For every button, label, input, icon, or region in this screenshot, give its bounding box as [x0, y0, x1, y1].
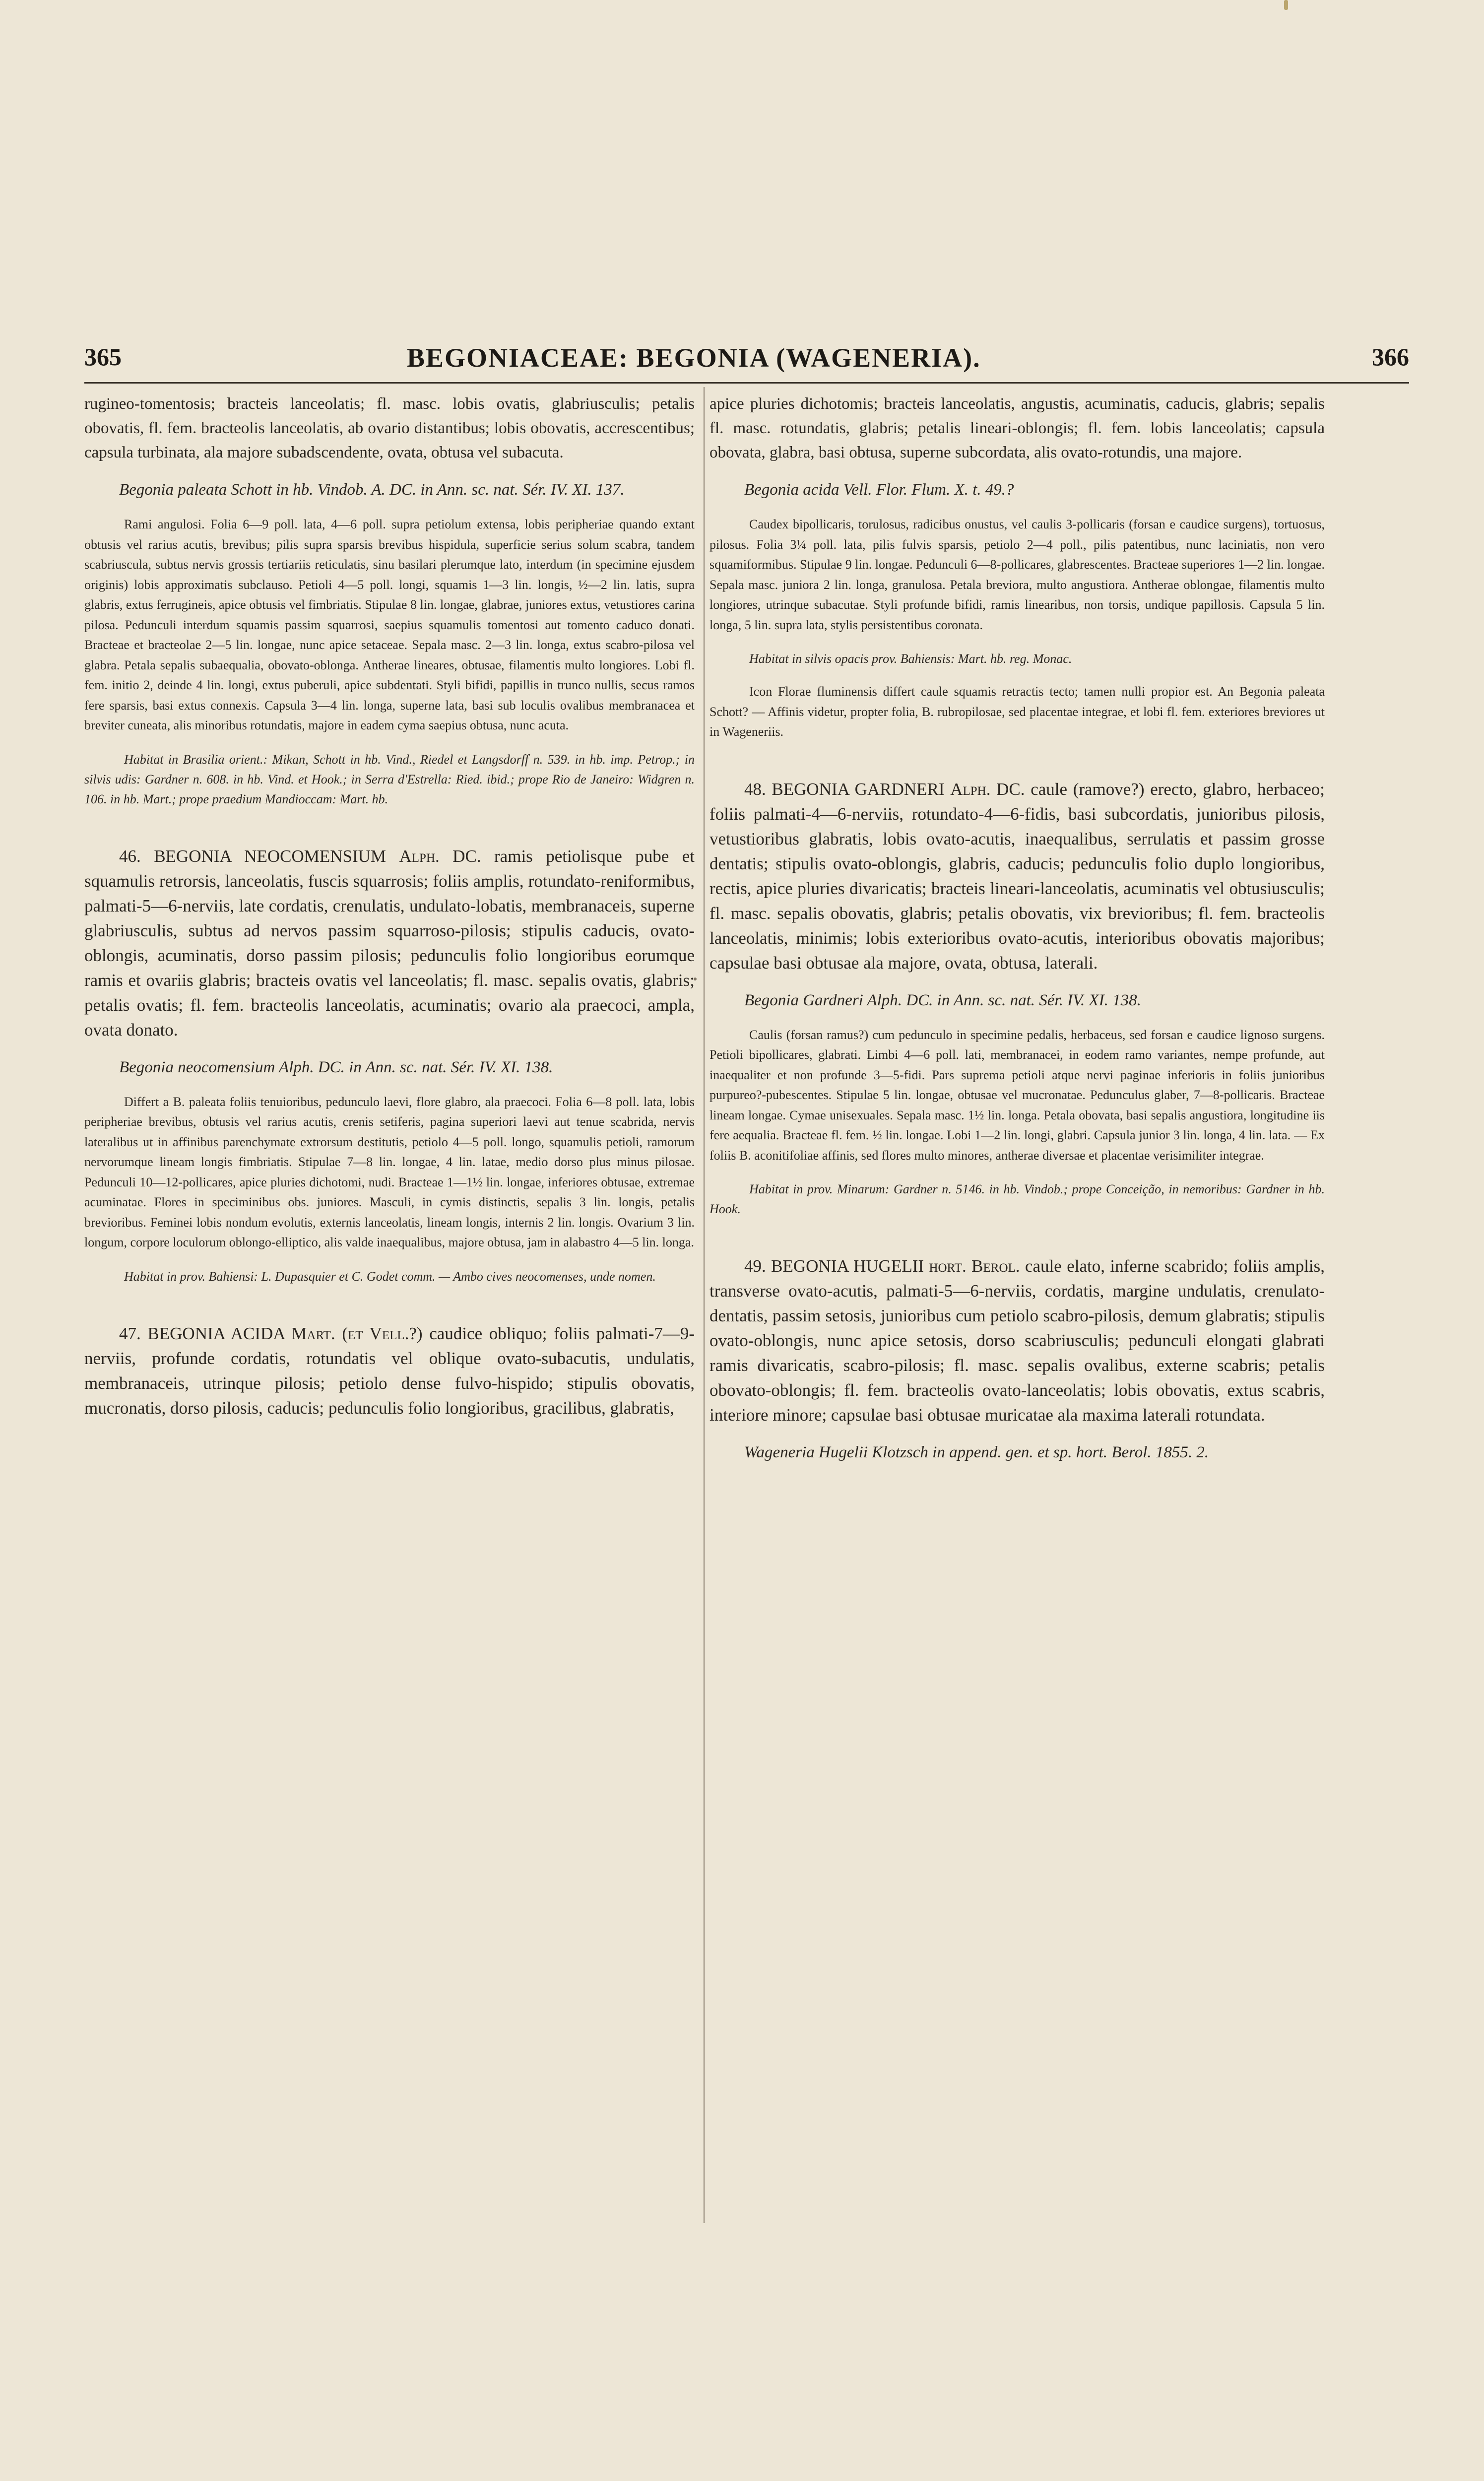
continued-diagnosis-47: apice pluries dichotomis; bracteis lanceolatis, angustis, acuminatis, caducis, glabris; sepalis fl. masc. rotundatis, glabris; petalis lineari-oblongis; fl. fem. lobis lanceolatis; capsula obovata, glabra, basi obtusa, superne subcordata, alis ovato-rotundis, una majore. [710, 395, 1325, 461]
column-divider [704, 387, 705, 2223]
species-49-author: hort. Berol. [929, 1256, 1020, 1276]
species-48 [710, 777, 1325, 976]
species-48-diagnosis: caule (ramove?) erecto, glabro, herbaceo; foliis palmati-4—6-nerviis, rotundato-4—6-fidis, basi subcordatis, junioribus pilosis, vetustioribus glabratis, lobis ovato-acutis, inaequalibus, serrulatis et passim grosse dentatis; stipulis ovato-oblongis, glabris, caducis; pedunculis folio duplo longioribus, rectis, apice pluries divaricatis; bracteis lineari-lanceolatis, acuminatis vel obtusiusculis; fl. masc. sepalis obovatis, glabris; petalis obovatis, vix brevioribus; fl. fem. bracteolis lanceolatis, minimis; lobis exterioribus ovato-acutis, interioribus obovatis majoribus; capsulae basi obtusae ala majore, ovata, obtusa, laterali. [710, 779, 1325, 973]
left-page-number: 365 [84, 343, 122, 371]
synonym-46: Begonia neocomensium Alph. DC. in Ann. sc. nat. Sér. IV. XI. 138. [119, 1058, 553, 1076]
species-48-name: 48. BEGONIA GARDNERI [744, 779, 945, 799]
right-column [710, 392, 1325, 1464]
running-header [84, 342, 1409, 382]
species-47 [84, 1321, 695, 1421]
species-49-name: 49. BEGONIA HUGELII [744, 1256, 924, 1276]
habitat-paleata: Habitat in Brasilia orient.: Mikan, Schott in hb. Vind., Riedel et Langsdorff n. 539. in hb. imp. Petrop.; in silvis udis: Gardner n. 608. in hb. Vind. et Hook.; in Serra d'Estrella: Ried. ibid.; prope Rio de Janeiro: Widgren n. 106. in hb. Mart.; prope praedium Mandioccam: Mart. hb. [84, 752, 695, 806]
right-page-number: 366 [1372, 343, 1409, 371]
description-46: Differt a B. paleata foliis tenuioribus, pedunculo laevi, flore glabro, ala praecoci. Folia 6—8 poll. lata, lobis peripheriae brevibus, obtusis vel rarius acutis, crenis setiferis, pagina superiori laevi aut tenue scabrida, nervis lateralibus ut in affinibus parenchymate extrorsum destitutis, petiolo 4—5 poll. longo, squamulis petioli, ramorum nervorumque lineam longis fimbriatis. Stipulae 7—8 lin. longae, 4 lin. latae, medio dorso plus minus pilosae. Pedunculi 10—12-pollicares, apice pluries dichotomi, nudi. Bracteae 1—1½ lin. longae, inferiores obtusae, extremae acuminatae. Flores in speciminibus obs. juniores. Masculi, in cymis distinctis, sepalis 3 lin. longis, petalis brevioribus. Feminei lobis nondum evolutis, externis lanceolatis, lineam longis, internis 2 lin. longis. Ovarium 3 lin. longum, corpore loculorum oblongo-elliptico, alis valde inaequalibus, majore obtusa, jam in alabastro 4—5 lin. longa. [84, 1094, 695, 1249]
species-49-diagnosis: caule elato, inferne scabrido; foliis amplis, transverse ovato-acutis, palmati-5—6-nerviis, cordatis, margine undulatis, crenulato-dentatis, passim setosis, junioribus cum petiolo scabro-pilosis, demum glabratis; stipulis ovato-oblongis, nunc apice setosis, dorso scabriusculis; pedunculi elongati glabrati ramis divaricatis, scabro-pilosis; fl. masc. sepalis ovalibus, externe scabris; petalis obovato-oblongis; fl. fem. bracteolis ovato-lanceolatis; lobis obovatis, extus scabris, interiore minore; capsulae basi obtusae muricatae ala maxima laterali rotundata. [710, 1256, 1325, 1425]
header-rule [84, 382, 1409, 384]
species-48-author: Alph. DC. [950, 779, 1025, 799]
species-49 [710, 1254, 1325, 1428]
habitat-46: Habitat in prov. Bahiensi: L. Dupasquier et C. Godet comm. — Ambo cives neocomenses, unde nomen. [124, 1269, 656, 1284]
species-46 [84, 844, 695, 1043]
paper-mark [1284, 0, 1288, 10]
species-46-author: Alph. DC. [399, 846, 481, 866]
description-48: Caulis (forsan ramus?) cum pedunculo in specimine pedalis, herbaceus, sed forsan e caudice lignoso surgens. Petioli bipollicares, glabrati. Limbi 4—6 poll. lati, membranacei, in eodem ramo variantes, nempe profunde, aut inaequaliter et non profunde 3—5-fidi. Pars suprema petioli atque nervi paginae inferioris in foliis junioribus purpureo?-pubescentes. Stipulae 5 lin. longae, obtusae vel mucronatae. Pedunculus glaber, 7—8-pollicaris. Bracteae lineam longae. Cymae unisexuales. Sepala masc. 1½ lin. longa. Petala obovata, basi sepalis angustiora, longitudine iis fere aequalia. Bracteae fl. fem. ½ lin. longae. Lobi 1—2 lin. longi, glabri. Capsula junior 3 lin. longa, 4 lin. lata. — Ex foliis B. aconitifoliae affinis, sed flores multo minores, antherae diversae et placentae verisimiliter integrae. [710, 1027, 1325, 1163]
habitat-47: Habitat in silvis opacis prov. Bahiensis: Mart. hb. reg. Monac. [749, 652, 1072, 666]
synonym-47: Begonia acida Vell. Flor. Flum. X. t. 49.? [744, 481, 1014, 499]
species-47-author: Mart. (et Vell.?) [291, 1323, 423, 1343]
species-47-diagnosis: caudice obliquo; foliis palmati-7—9-nerviis, profunde cordatis, rotundatis vel oblique ovato-subacutis, undulatis, membranaceis, utrinque pilosis; petiolo dense fulvo-hispido; stipulis obovatis, mucronatis, dorso pilosis, caducis; pedunculis folio longioribus, gracilibus, glabratis, [84, 1323, 695, 1418]
species-46-name: 46. BEGONIA NEOCOMENSIUM [119, 846, 387, 866]
habitat-48: Habitat in prov. Minarum: Gardner n. 5146. in hb. Vindob.; prope Conceição, in nemoribus: Gardner in hb. Hook. [710, 1182, 1325, 1216]
running-title: BEGONIACEAE: BEGONIA (WAGENERIA). [407, 343, 981, 373]
note-47: Icon Florae fluminensis differt caule squamis retractis tecto; tamen nulli propior est. An Begonia paleata Schott? — Affinis videtur, propter folia, B. rubropilosae, sed placentae integrae, et lobi fl. fem. exteriores breviores ut in Wageneriis. [710, 684, 1325, 739]
description-47: Caudex bipollicaris, torulosus, radicibus onustus, vel caulis 3-pollicaris (forsan e caudice surgens), tortuosus, pilosus. Folia 3¼ poll. lata, pilis fulvis sparsis, petiolo 2—4 poll., pilis patentibus, nunc laciniatis, non vero squamiformibus. Stipulae 9 lin. longae. Pedunculi 6—8-pollicares, glabrescentes. Bracteae superiores 1—2 lin. longae. Sepala masc. juniora 2 lin. longa, granulosa. Petala breviora, multo angustiora. Antherae oblongae, filamentis multo longiores, utrinque subacutae. Styli profunde bifidi, ramis linearibus, non torsis, undique papillosis. Capsula 5 lin. longa, 5 lin. supra lata, stylis persistentibus coronata. [710, 517, 1325, 632]
synonym-paleata: Begonia paleata Schott in hb. Vindob. A. DC. in Ann. sc. nat. Sér. IV. XI. 137. [119, 481, 625, 499]
continued-diagnosis: rugineo-tomentosis; bracteis lanceolatis; fl. masc. lobis ovatis, glabriusculis; petalis obovatis, fl. fem. bracteolis lanceolatis, ab ovario distantibus; lobis obovatis, accrescentibus; capsula turbinata, ala majore subadscendente, ovata, obtusa vel subacuta. [84, 395, 695, 461]
description-paleata: Rami angulosi. Folia 6—9 poll. lata, 4—6 poll. supra petiolum extensa, lobis peripheriae quando extant obtusis vel rarius acutis, brevibus; pilis supra sparsis brevibus hispidula, superficie serius solum scabra, tandem scabriuscula, subtus nervis grossis tertiariis reticulatis, sinu basilari plerumque lato, interdum (in specimine ejusdem originis) lobis approximatis subclauso. Petioli 4—5 poll. longi, squamis 1—3 lin. longis, ½—2 lin. latis, supra glabris, extus ferrugineis, apice obtusis vel fimbriatis. Stipulae 8 lin. longae, glabrae, juniores extus, vetustiores carina pilosa. Pedunculi interdum squamis passim squarrosi, saepius squamulis tomentosi aut tomento caduco donati. Bracteae et bracteolae 2—5 lin. longae, nunc apice setaceae. Sepala masc. 2—3 lin. longa, extus scabro-pilosa vel glabra. Petala sepalis subaequalia, obovato-oblonga. Antherae lineares, obtusae, filamentis multo longiores. Lobi fl. fem. initio 2, deinde 4 lin. longi, extus puberuli, apice subdentati. Styli bifidi, papillis in trunco nullis, secus ramos fere sparsis, basi extus connexis. Capsula 3—4 lin. longa, superne lata, basi sub loculis ovalibus membranacea et breviter cuneata, alis minoribus rotundatis, majore in eadem cyma saepius obtusa, nunc acuta. [84, 517, 695, 732]
synonym-49: Wageneria Hugelii Klotzsch in append. gen. et sp. hort. Berol. 1855. 2. [744, 1443, 1209, 1461]
synonym-48: Begonia Gardneri Alph. DC. in Ann. sc. nat. Sér. IV. XI. 138. [744, 991, 1141, 1009]
left-column [84, 392, 695, 1421]
species-47-name: 47. BEGONIA ACIDA [119, 1323, 285, 1343]
species-46-diagnosis: ramis petiolisque pube et squamulis retrorsis, lanceolatis, fuscis squarrosis; foliis amplis, rotundato-reniformibus, palmati-5—6-nerviis, late cordatis, crenulatis, undulato-lobatis, membranaceis, superne glabriusculis, subtus ad nervos passim squarroso-pilosis; stipulis caducis, ovato-oblongis, acuminatis, dorso passim pilosis; pedunculis folio longioribus eorumque ramis et ovariis glabris; bracteis ovatis vel lanceolatis; fl. masc. sepalis ovatis, glabris; petalis ovatis; fl. fem. bracteolis lanceolatis, acuminatis; ovario ala praecoci, ampla, ovata donato. [84, 846, 695, 1040]
